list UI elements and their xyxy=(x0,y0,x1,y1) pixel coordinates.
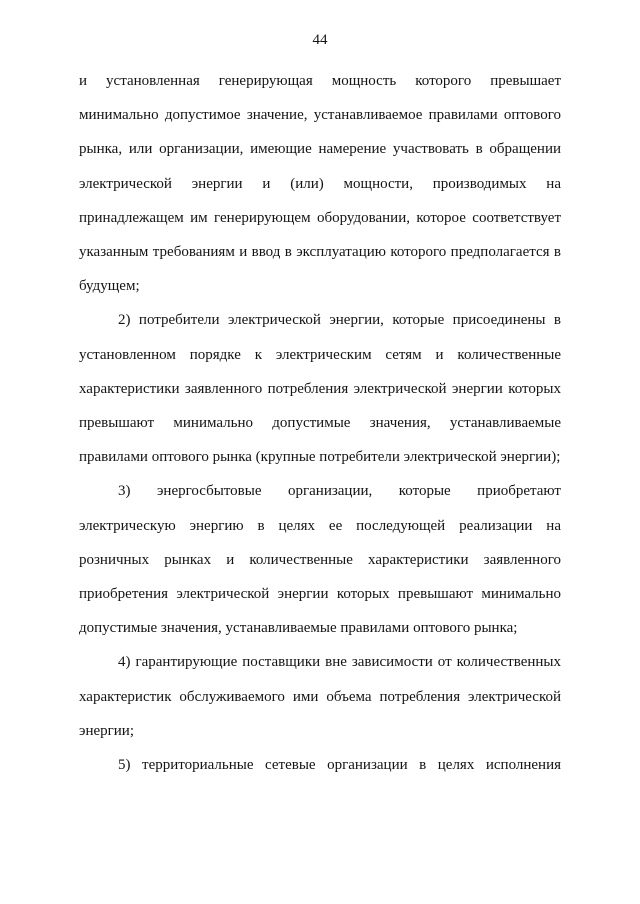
list-item-2: 2) потребители электрической энергии, которые присоединены в установленном порядке к электрическим сетям и количественные характеристики заявленного потребления электрической энергии которых превышают минимально допустимые значения, устанавливаемые правилами оптового рынка (крупные потребители электрической энергии); xyxy=(79,312,561,466)
paragraph-continuation: и установленная генерирующая мощность которого превышает минимально допустимое значение, устанавливаемое правилами оптового рынка, или организации, имеющие намерение участвовать в обращении электрической энергии и (или) мощности, производимых на принадлежащем им генерирующем оборудовании, которое соответствует указанным требованиям и ввод в эксплуатацию которого предполагается в будущем; xyxy=(79,73,561,295)
document-body xyxy=(79,64,561,782)
page-number: 44 xyxy=(312,32,328,48)
list-item-4: 4) гарантирующие поставщики вне зависимости от количественных характеристик обслуживаемого ими объема потребления электрической энергии; xyxy=(79,654,561,739)
list-item-5: 5) территориальные сетевые организации в целях исполнения xyxy=(118,757,561,774)
list-item-3: 3) энергосбытовые организации, которые приобретают электрическую энергию в целях ее последующей реализации на розничных рынках и количественные характеристики заявленного приобретения электрической энергии которых превышают минимально допустимые значения, устанавливаемые правилами оптового рынка; xyxy=(79,483,561,637)
